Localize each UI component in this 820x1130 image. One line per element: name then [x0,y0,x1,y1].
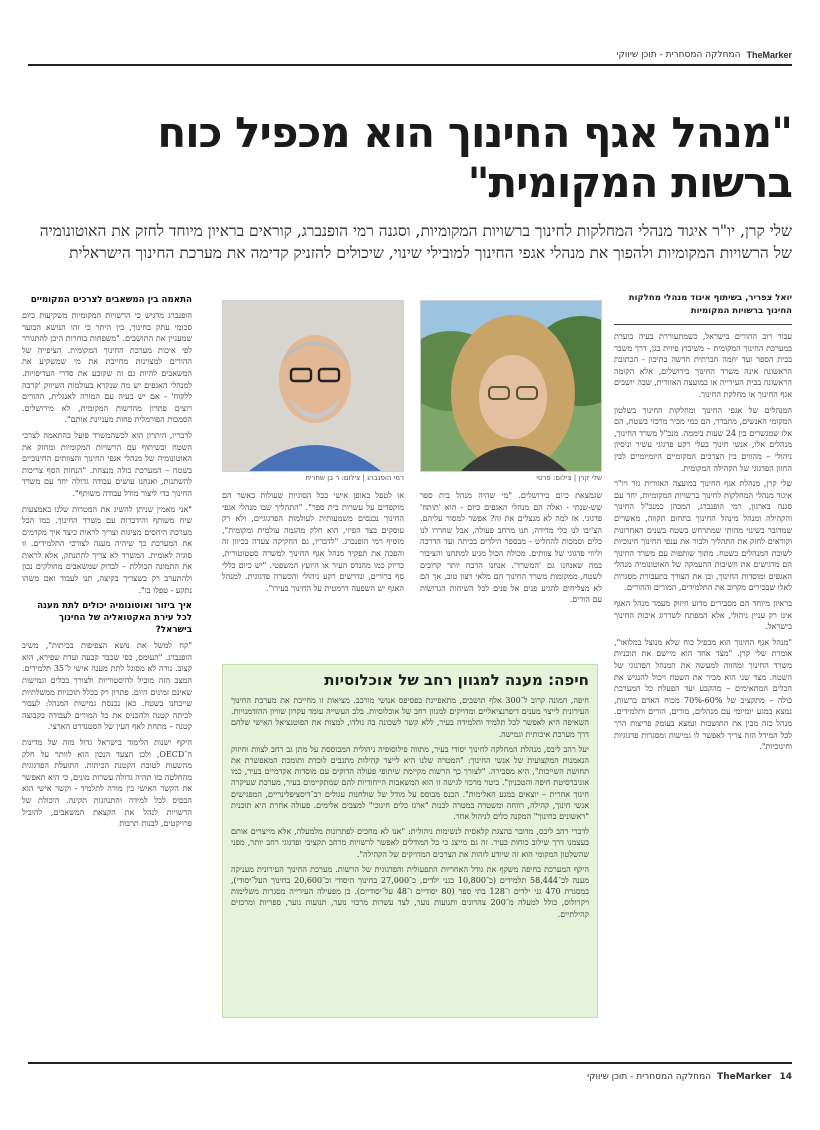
left-paragraph: "אני מאמין שניתן להשיג את המטרות שלנו באמצעות שיח משותף והידברות עם משרד החינוך. כמו הכל מערכת היחסים מציגות וצריך לראות כיצד איך מקדמים את המערכת כך שיהיה מענה לצורכי התלמידים. זו סוגיה לאומית. המשרד לא צריך להתנתק, אלא לראות את התמונה הכוללת – לבדוק שמשאבים מחולקים נכון ולהתערב רק כשצריך בקיצה, תנו לעבוד ואם משהו נתקע - טפלו בו". [22,504,192,595]
mid-paragraph: או לטפל באופן אישי בכל הסוגיות שעולות כאשר הם מוקפדים על עשרות בית ספר". "התהליך שבו מנהלי אגפי החינוך נכנסים משמעותית לעולמות הפדגוגיים, ולא רק עוסקים בצד הפיזי, הוא חלק מהגמה עולמית ומקומית", מוסיף רמי הופנברג. "לדבריו, גם החקיקה צעדה בכיוון זה והפכה את תפקיד מנהל אגף החינוך למשרה סטטוטורית, כדיוק כמו מהנדס העיר או היועץ המשפטי. "יש כיום כללי סף ברורים, ונדרשים רקע ניהולי והכשרה פדגוגית. למנהל האגף יש השפעה דרמטית על החינוך בעירו". [222,491,404,593]
author-byline: יואל צפריר, בשיתוף איגוד מנהלי מחלקות החינוך ברשויות המקומיות [614,292,792,325]
subheading: התאמה בין המשאבים לצרכים המקומיים [30,295,192,305]
photo-caption: שלי קרן | צילום: פרטי [536,474,602,482]
right-paragraph: "מנהל אגף החינוך הוא מכפיל כוח שלא מנוצל במלואו", אומרת שלי קרן. "מצד אחד הוא מיישם את תוכניות משרד החינוך ומהווה למעשה את המנהל הפדגוגי של השטח. מצד שני הוא מכיר את השטח ויכול להנגיש את הכלים המתאימים – מהקבע ועד הפעלת כל המערכת כולה – מתקציב של 60%-70% מכוח האדם ברשות, נמצא במגע יומיומי עם מנהלים, מורים, הורים ותלמידים. מנהל כזה מבין את התושבות ונמצא בעומק פריצות הרך לכל המידל הזה צריך לאפשר לו גמישות ומסגרות פדגוגיות וחינוכיות". [614,637,792,752]
subheading: איך ביזור ואוטונומיה יכולים לתת מענה לכל עירת האקטואליה של החינוך בישראל? [37,601,192,636]
footer-brand: TheMarker [717,1072,772,1082]
page-header [28,46,792,66]
mid-paragraph: שגמצאת כיום בירושלים. "מי שהיה מנהל בית ספר שש-שנתי - ואלה הם מנהלי האגפים כיום - הוא 'תותח' פדגוגי. אז למה לא מנצלים את זה? אפשר למסור עליהם. הצ'יבו לנו כלי מדידה, תנו מרחב פעולה, אבל שחררו לנו כלים וסמכות להחליט - מבספר הילדים בכיתה ועד הדרכה וליווי פדגוגי של צוותים. מכולה הכול מגיע למתחנו והציבור במה שאנחנו גם 'המשרד'. אנחנו הרבה יותר קרובים לשטח, ממקומות משרד החינוך הם מלאי רצון טוב, אך הם לא מצליחים להגיע פנים אל פנים לכל השיחות הגדושות עם הורים. [420,491,602,605]
box-paragraph: היקף המערכת בחיפה משקף את גודל האחריות התפעולית והפדגוגית של הרשות. מערכת החינוך העירונית מעניקה מענה לכ־58,444 תלמידים (כ־10,800 בגני ילדים, כ־27,000 בחינוך היסודי וכ־20,600 בחינוך העל־יסודי), במסגרת 470 גני ילדים ו־128 בתי ספר (80 יסודיים ו־48 על־יסודיים). כן מפעילה העירייה מסגרות משלימות ויקרולוס, כולל למעלה מ־200 צהרונים ותנועות נוער, לצד עשרות מרכזי נוער, תנועות נוער, ספריות ומרכזים קהילתיים. [231,864,590,919]
page-footer [28,1062,792,1086]
left-paragraph: היקף ישנות הלימוד בישראל גדול מזה של מדינות ה־OECD, ולכן הצעד הנכון הוא לוותר על חלק מהשעות לטובת הקטנת הכיתות. התועלת הפדגוגית מהחלטה כזו תהיה גדולה עשרות מונים, כי היא תאפשר את הקשר האישי בין מורה לתלמיד - וקשר אישי הוא הבסיס לכל למידה והתנהגות תקינה. היכולת של הרשויות לנהל את הקצאת המשאבים, להוביל פרויקטים, לבנות תרבות [22,738,192,829]
left-paragraph: "קח למשל את נושא הצפיפות בכיתות", משיב הופנברג. "העומס, כפי שכבר קבעה ועדת שפירא, הוא קצוב. נורה לא מסוגל לתת מענה אישי ל־35 תלמידים. המצב הזה מוביל להיסטוריות ולצורך בכלים וגמישות שאינם זמינים היום. פתרון רק בכלל תוכניות ממשלתיות שייבחנו בשטח. כאן נכנסת גמישות המנהל: לעבור לכיתה קטנה ולהכניס את כל המורים לעבודה בקבוצה קטנה – מתחת לאף העין של הסטנדרט הארצי. [22,641,192,732]
header-brand: TheMarker [746,50,792,60]
portrait-man-image [223,301,403,471]
lead-paragraph: שלי קרן, יו"ר איגוד מנהלי המחלקות לחינוך ברשויות המקומיות, וסגנה רמי הופנברג, קוראים בראיון מיוחד לחזק את האוטונומיה של הרשויות המקומיות ולהפוך את מנהלי אגפי החינוך למובילי שינוי, שיכולים להזניק קדימה את מערכת החינוך הישראלית [39,222,792,262]
haifa-sidebar-box [222,664,598,1018]
box-title: חיפה: מענה למגוון רחב של אוכלוסיות [324,671,589,689]
right-paragraph: המנהלים של אגפי החינוך ומחלקות החינוך בשלטון המקומי האנשים, מתברר, הם כמי מכיר מרכזי בשטח, הם אלו שמגשרים בין 24 שעות ביממה. מנכ"ל משרד החינוך, מנהלים אלו, אנשי חינוך בעלי רקע פדגוגי עשיר וניסיון ניהולי – מהווים בין הצרכים המקומיים היומיומיים לבין החזון הפדגוגי של הקהילה המקומית. [614,405,792,473]
photo-shelly-keren [420,300,602,472]
right-column [614,292,792,1012]
middle-column-1 [420,490,602,660]
box-paragraph: לדברי רהב ליבס, מדובר בהצגת קלאסית לנשימות ניהולית: "אנו לא מחכים לפתרונות מלמעלה, אלא מייצרים אותם בעצמנו דרך שילוב כוחות בעיר. זה גם מייצג כי כל המודלים לאפשר לרשויות מרחב תקציבי ופדגוגי רחב יותר, מפני שהשלטון המקומי הוא זה שיודע לזהות את הצרכים המדויקים של הקהילה". [231,827,589,859]
photo-caption: רמי הופנברג | צילום: ר בן שחרית [305,474,404,482]
box-paragraph: חיפה, המונה קרוב ל־300 אלף תושבים, מתאפיינת בפסיפס אנושי מורכב. מציאות זו מחייבת את מערכת החינוך העירונית לייצר מענים דיפרנציאליים ומדויקים למגוון רחב של אוכלוסיות. בלב העשייה עומד עקרון שוויון ההזדמנויות. השאיפה היא לאפשר לכל תלמיד ותלמידה בעיר, ללא קשר לשכונה בה נולדו, למצות את הפוטנציאל האישי שלהם דרך מערכת איכותית וגמישה. [231,696,590,739]
box-paragraph: יעל רהב ליבס, מנהלת המחלקה לחינוך יסודי בעיר, מתווה פילוסופיה ניהולית המבוססת על מתן גב רחב לצוות וחיזוק הנאמנות המקצועית של אנשי החינוך: "המטרה שלנו היא לייצר קהילות מתגבים לוכדת ותומכת המאפשרת את תחושת השייכות", היא מסבירה. "לצורך כך הרשות מקיימת שיתופי פעולה הדוקים עם מוסדות אקדמיים בעיר, כמו אוניברסיטת חיפה והטכניון". ביטוי מרכזי לגישה זו הוא המשאבות הייחודיות להם שמתקיימים בעיר, מערכת שעיקרה חינוך אחרית – יוצאים במגע האלימות". הכנס מבוסס על מודל של שולחנות עגולים רב־דיסציפלינריים, המפגישים אנשי חינוך, קהילה, רווחה ומשטרה במטרה לבנות "ארגז כלים חינוכי" למצבים אלימים. פעולה אחרת היא תוכנית "ראשונים בחינוך" המקנה כלים לניהול אחר. [231,744,589,822]
footer-section: המחלקה המסחרית - תוכן שיווקי [587,1072,712,1082]
left-column [22,292,192,1012]
header-section: המחלקה המסחרית - תוכן שיווקי [616,50,741,60]
headline: "מנהל אגף החינוך הוא מכפיל כוח ברשות המקומית" [157,108,792,207]
page-number: 14 [779,1072,792,1082]
portrait-woman-image [421,301,601,471]
middle-column-2 [222,490,404,660]
right-paragraph: עבור רוב ההורים בישראל, כשמתעוררת בעיה בוערת במערכת החינוך המקומית – משיבוץ פיזית בגן, דרך משבר בבית הספר ועד יוזמה חברתית חדשה בתיכון - הכתובת הראשונה אינה משרד החינוך בירושלים, אלא הקומה הראשונה בבית העירייה או במועצה האזורית, שבה יושבים אגף החינוך או מחלקת החינוך. [614,332,792,399]
photo-rami-hofenberg [222,300,404,472]
right-paragraph: שלי קרן, מנהלת אגף החינוך במועצה האזורית גזר ויו"ר איגוד מנהלי המחלקות לחינוך ברשויות המקומיות, יחד עם סגנה בארגון, רמי הופנברג, המכהן כמנכ"ל החינוך והקהילה ומנהל מינהל החינוך בתחום תקווה, מאשרים שמדובר בשינוי מהותי שמתרחש בשטח בשנים האחרונות וקוראים לחזק את התהליך ולבור את ענפי החינוך חינוכיות לשוכת המנהלים בשטח. מתוך שותפות עם משרד החינוך הם מדגישים את חשיבות ההעמקה של האוטונומיה מנהלי האגפים ומוסדות החינוך, ובן את הצורך בתעבורת מסגרות לאלו שבכירים מקרוב את התלמידים, המורים וההורים. [614,479,792,593]
left-paragraph: הופנברג מדגיש כי הרשויות המקומיות משקיעות כיום סכומי עתק בחינוך, בין היתר כי זהו הנושא הבוער שמעניין את התושבים. "משפחות בוחרות היכן להתגורר לפי איכות מערכת החינוך המקומית. הציפייה של ההורים למצוינות מחייבת את מי שמשקיע את המשאבים להיות גם זה שקובע את סדרי העדיפויות. למנהלי האגפים יש מה שנקרא בעולמות השיווק 'קרבה ללקוח' - אם יש בעיה עם המורה לאנגלית, ההורים רוצים פתרון מהרשות המקומית, לא מירושלים. הסמכות הפורמלית פחות מעניינת אותם". [22,311,192,425]
left-paragraph: לדבריו, היתרון הוא לכשהמשרד פועל בהתאמה לצרכי השטח ובשיתוף עם הרשויות המקומיות ומחזק את האוטונומיה של מנהלי אגפי החינוך והצוותים החינוכיים בשטח – המערכת כולה מנצחת. "הנחות הסף צריכות להשתנות, ואנחנו עושים עבודה גדולה יחד עם משרד החינוך כדי ליצור מודל עבודה משותף". [22,430,192,498]
right-paragraph: בראיון מיוחד הם מסבירים מדוע חיזוק מעמד מנהל האגף אינו רק עניין ניהולי, אלא המפתח לשדרוג איכות החינוך בישראל. [614,599,792,632]
